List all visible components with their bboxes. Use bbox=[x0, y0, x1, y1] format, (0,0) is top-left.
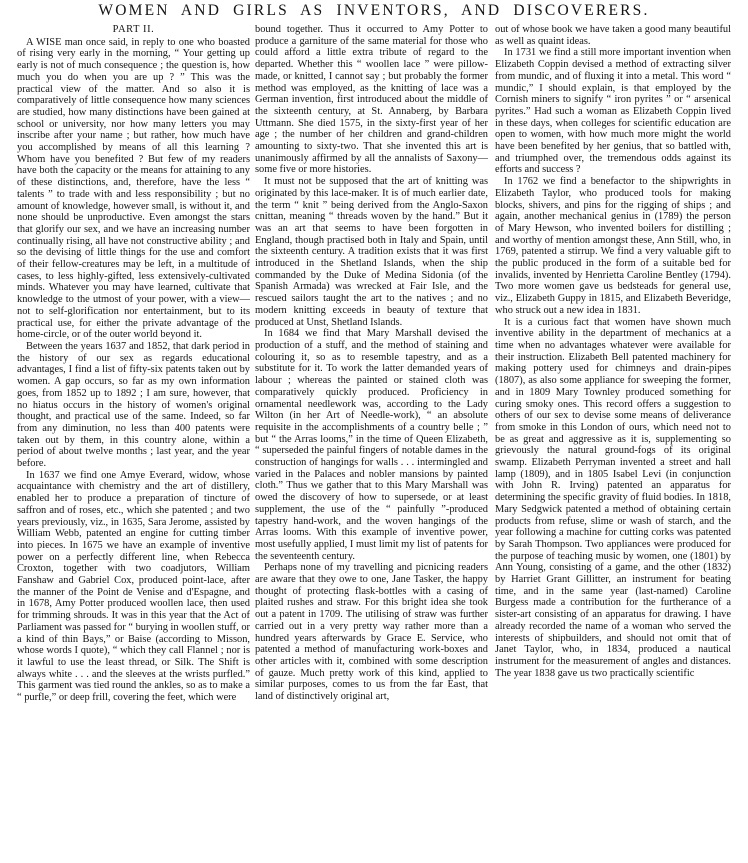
article-title: WOMEN AND GIRLS AS INVENTORS, AND DISCOVERERS. bbox=[98, 2, 650, 19]
paragraph: Between the years 1637 and 1852, that dark period in the history of our sex as regards educational advantages, I find a list of fifty-six patents taken out by women. A gap occurs, so far as my own information goes, from 1852 up to 1892 ; I am sure, however, that no hiatus occurs in the history of women's original thought, and practical use of the same. Indeed, so far from any diminution, no less than 400 patents were taken out by them, in this country alone, within a period of about twelve months ; last year, and the year before. bbox=[17, 340, 250, 470]
paragraph: bound together. Thus it occurred to Amy Potter to produce a garniture of the same material for those who could afford a little extra tribute of regard to the departed. Whether this “ woollen lace ” were pillow-made, or knitted, I cannot say ; but probably the former method was employed, as the knitting of lace was a German invention, first introduced about the middle of the sixteenth century, at St. Annaberg, by Barbara Uttmann. She died 1575, in the sixty-first year of her age ; the number of her children and grand-children amounting to sixty-two. That she invented this art is unanimously affirmed by all the annalists of Saxony—some five or more histories. bbox=[255, 24, 488, 176]
paragraph: It must not be supposed that the art of knitting was originated by this lace-maker. It is of much earlier date, the term “ knit ” being derived from the Anglo-Saxon cnittan, meaning “ threads woven by the hand.” But it was an art that seems to have been forgotten in England, though practised both in Italy and Spain, until the sixteenth century. A tradition exists that it was first introduced in the Shetland Islands, when the ship commanded by the Duke of Medina Sidonia (of the Spanish Armada) was wrecked at Fair Isle, and the rescued sailors taught the art to the natives ; and no modern knitting exceeds in beauty of texture that produced at Unst, Shetland Islands. bbox=[255, 176, 488, 328]
paragraph: In 1731 we find a still more important invention when Elizabeth Coppin devised a method of extracting silver from mundic, and of fluxing it into a metal. This word “ mundic,” I should explain, is that employed by the Cornish miners to signify “ iron pyrites ” or “ arsenical pyrites.” Had such a woman as Elizabeth Coppin lived in these days, when colleges for scientific education are open to women, with how much more might the world have been benefited by her genius, that so battled with, and triumphed over, the tremendous odds against its efforts and success ? bbox=[495, 47, 731, 176]
paragraph: It is a curious fact that women have shown much inventive ability in the department of mechanics at a time when no advantages whatever were available for their instruction. Elizabeth Bell patented machinery for making pottery used for chimneys and drain-pipes (1807), as also some appliance for sweeping the former, and in 1809 Mary Townley produced something for curing smoky ones. This record offers a suggestion to others of our sex to devise some means of deliverance from smoke in this London of ours, which need not to be as great and aggressive as it is, supplementing so grievously the natural ground-fogs of its original swamp. Elizabeth Perryman invented a street and hall lamp (1809), and in 1805 Isabel Levi (in conjunction with John R. Irving) patented an apparatus for determining the specific gravity of fluid bodies. In 1818, Mary Sedgwick patented a method of obtaining certain products from refuse, slime or wash of starch, and the year following a machine for cutting corks was patented by Sarah Thompson. Two appliances were produced for the purpose of teaching music by women, one (1801) by Ann Young, consisting of a game, and the other (1832) by Harriet Grant Gillitter, an instrument for beating time, and in the same year (last-named) Caroline Burgess made a contribution for the furtherance of a sister-art consisting of an apparatus for drawing. I have already recorded the name of a woman who served the interests of shipbuilders, and should not omit that of Janet Taylor, who, in 1834, produced a nautical instrument for the measurement of angles and distances. The year 1838 gave us two practically scientific bbox=[495, 316, 731, 679]
paragraph: A WISE man once said, in reply to one who boasted of rising very early in the morning, “ Your getting up early is not of much consequence ; the question is, how much you do when you are up ? ” This was the practical view of the matter. And so also it is comparatively of little consequence how many sciences are studied, how many distinctions have been gained at school or university, nor how many letters you may inscribe after your name ; but rather, how much have you accomplished by means of all this learning ? Whom have you benefited ? But few of my readers have both the capacity or the means for attaining to any of these distinctions, and, therefore, have the less “ talents ” to trade with and less responsibility ; but no amount of knowledge, however small, is without it, and none should be unproductive. Even amongst the stars that glorify our sex, and we have an increasing number continually rising, all have not constructive ability ; and so the devising of little things for the use and comfort of their fellow-creatures may be left, in a multitude of cases, to less highly-gifted, less extensively-cultivated minds. Whatever you may have learned, cultivate that knowledge to the utmost of your power, with a view—not to self-glorification nor entertainment, but to its practical use, for either the private advantage of the home-circle, or of the outer world beyond it. bbox=[17, 36, 250, 341]
part-label: PART II. bbox=[112, 24, 155, 35]
text-column-3 bbox=[495, 24, 731, 860]
paragraph: Perhaps none of my travelling and picnicing readers are aware that they owe to one, Jane Tasker, the happy thought of protecting flask-bottles with a casing of plaited rushes and straw. For this bright idea she took out a patent in 1709. The utilising of straw was further carried out in a very pretty way rather more than a hundred years afterwards by Grace E. Service, who patented a method of manufacturing work-boxes and other articles with it, combined with some description of gauze. Much pretty work of this kind, applied to similar purposes, comes to us from the far East, that land of distinctively original art, bbox=[255, 562, 488, 703]
paragraph: In 1684 we find that Mary Marshall devised the production of a stuff, and the method of staining and colouring it, so as to resemble tapestry, and as a substitute for it. To work the latter demanded years of labour ; whereas the painted or stained cloth was comparatively quickly produced. Proficiency in ornamental needlework was, according to the Lady Wilton (in her Art of Needle-work), “ an absolute requisite in the accomplishments of a country belle ; ” but “ the Arras looms,” in the time of Queen Elizabeth, “ superseded the painful fingers of notable dames in the construction of hangings for walls . . . intermingled and varied in the Palaces and nobler mansions by painted cloth.” Thus we gather that to this Mary Marshall was owed the discovery of how to supersede, or at least supplement, the use of the “ painfully ”-produced tapestry hand-work, and the woven hangings of the Arras looms. With this example of inventive power, most usefully applied, I must limit my list of patents for the seventeenth century. bbox=[255, 328, 488, 562]
text-column-1 bbox=[17, 24, 250, 860]
paragraph: In 1762 we find a benefactor to the shipwrights in Elizabeth Taylor, who produced tools for making blocks, shivers, and pins for the rigging of ships ; and again, another mechanical genius in (1789) the person of Mary Hewson, who invented boilers for distilling ; and worthy of mention amongst these, Ann Still, who, in 1769, patented a stirrup. We find a very valuable gift to the public produced in the form of a suitable bed for invalids, invented by Henrietta Caroline Bentley (1794). Two more women gave us bedsteads for general use, viz., Elizabeth Guppy in 1815, and Elizabeth Beveridge, who struck out a new idea in 1831. bbox=[495, 176, 731, 316]
paragraph: In 1637 we find one Amye Everard, widow, whose acquaintance with chemistry and the art of distillery, enabled her to produce a preparation of tincture of saffron and of roses, etc., which she patented ; and two years previously, viz., in 1635, Sara Jerome, assisted by William Webb, patented an engine for cutting timber into pieces. In 1675 we have an example of inventive power on a perfectly different line, when Rebecca Croxton, together with two coadjutors, William Fanshaw and Gabriel Cox, produced point-lace, after the manner of the Point de Venise and d'Espagne, and in 1678, Amy Potter produced woollen lace, then used for trimming shrouds. It was in this year that the Act of Parliament was passed for “ burying in woollen stuff, or a kind of thin Bays,” or Baise (according to Misson, whose words I quote), “ which they call Flannel ; nor is it lawful to use the least thread, or Silk. The Shift is always white . . . and the sleeves at the wrists purfled.” This garment was tied round the ankles, so as to make a “ purfle,” or deep frill, covering the feet, which were bbox=[17, 469, 250, 704]
paragraph: out of whose book we have taken a good many beautiful as well as quaint ideas. bbox=[495, 24, 731, 47]
text-column-2 bbox=[255, 24, 488, 860]
